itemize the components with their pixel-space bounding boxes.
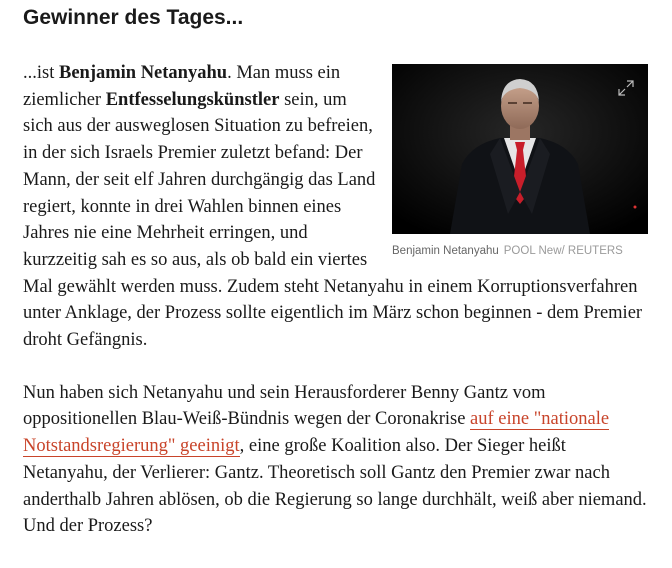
p2-part1: Nun haben sich Netanyahu und sein Herausforderer Benny Gantz vom oppositionellen Blau-Weiß-Bündnis wegen der Coronakrise (23, 382, 546, 430)
figure-caption (392, 243, 648, 259)
p1-name: Benjamin Netanyahu (58, 63, 228, 83)
paragraph-2 (23, 380, 653, 540)
article-figure (392, 64, 648, 259)
article-body (23, 60, 653, 540)
section-heading: Gewinner des Tages... (23, 6, 244, 29)
p1-term: Entfesselungskünstler (105, 89, 280, 110)
p1-part3: sein, um sich aus der ausweglosen Situation zu befreien, in der sich Israels Premier zuletzt befand: Der Mann, der seit elf Jahren durchgängig das Land regiert, konnte in drei Wahlen binnen eines Jahres nie eine Mehrheit erringen, und kurzzeitig sah es so aus, als ob bald ein viertes Mal gewählt werden muss. Zudem steht Netanyahu in einem Korruptionsverfahren unter Anklage, der Prozess sollte eigentlich im März schon beginnen - dem Premier droht Gefängnis. (23, 89, 643, 351)
caption-text: Benjamin Netanyahu (392, 245, 499, 257)
expand-icon[interactable] (616, 78, 636, 98)
article-link-notstandsregierung[interactable]: auf eine "nationale Notstandsregierung" geeinigt (23, 409, 610, 457)
p2-part2: , eine große Koalition also. Der Sieger heißt Netanyahu, der Verlierer: Gantz. Theoretisch soll Gantz den Premier zwar nach anderthalb Jahren ablösen, ob die Regierung so lange durchhält, weiß aber niemand. Und der Prozess? (23, 436, 647, 537)
portrait-illustration (392, 64, 648, 234)
p1-intro: ...ist (23, 63, 59, 83)
photo-credit: POOL New/ REUTERS (503, 245, 623, 257)
p1-part2: . Man muss ein ziemlicher (23, 63, 341, 110)
article-photo[interactable] (392, 64, 648, 234)
